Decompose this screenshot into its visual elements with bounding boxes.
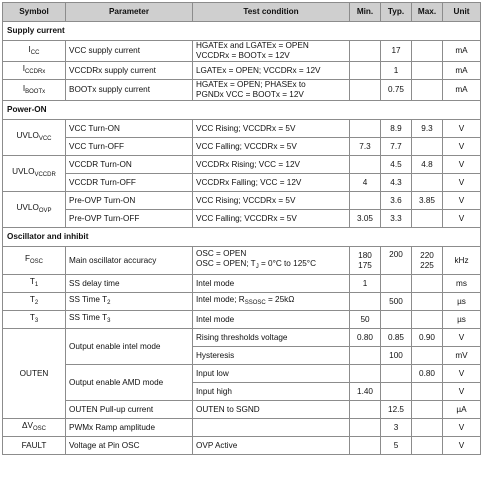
typ-cell: 3.3: [381, 210, 412, 228]
section-row-oscillator: [3, 228, 481, 247]
header-parameter: Parameter: [66, 3, 193, 22]
unit-cell: mV: [443, 347, 481, 365]
max-cell: [412, 210, 443, 228]
condition-cell: VCC Rising; VCCDRx = 5V: [193, 192, 350, 210]
min-cell: 4: [350, 174, 381, 192]
typ-cell: 100: [381, 347, 412, 365]
unit-cell: V: [443, 383, 481, 401]
max-cell: [412, 138, 443, 156]
condition-cell: VCC Rising; VCCDRx = 5V: [193, 120, 350, 138]
table-row: [3, 311, 481, 329]
unit-cell: V: [443, 192, 481, 210]
parameter-cell: OUTEN Pull-up current: [66, 401, 193, 419]
unit-cell: V: [443, 419, 481, 437]
symbol-cell: OUTEN: [3, 329, 66, 419]
min-cell: [350, 365, 381, 383]
max-cell: [412, 293, 443, 311]
unit-cell: ms: [443, 275, 481, 293]
parameter-cell: Voltage at Pin OSC: [66, 437, 193, 455]
max-cell: 0.90: [412, 329, 443, 347]
condition-cell: Intel mode; $R_{SSOSC} = 25k\Omega$: [193, 293, 350, 311]
unit-cell: kHz: [443, 247, 481, 275]
min-cell: [350, 437, 381, 455]
condition-cell: Input low: [193, 365, 350, 383]
max-cell: 0.80: [412, 365, 443, 383]
condition-cell: VCCDRx Rising; VCC = 12V: [193, 156, 350, 174]
table-row: [3, 329, 481, 347]
typ-cell: 200: [381, 247, 412, 275]
max-cell: 220 225: [412, 247, 443, 275]
unit-cell: V: [443, 156, 481, 174]
max-cell: [412, 311, 443, 329]
header-min: Min.: [350, 3, 381, 22]
parameter-cell: VCC Turn-OFF: [66, 138, 193, 156]
unit-cell: V: [443, 365, 481, 383]
table-row: [3, 41, 481, 62]
unit-cell: V: [443, 120, 481, 138]
section-title-power-on: Power-ON: [3, 101, 481, 120]
typ-cell: 7.7: [381, 138, 412, 156]
table-row: [3, 192, 481, 210]
parameter-cell: VCCDRx supply current: [66, 62, 193, 80]
condition-cell: OUTEN to SGND: [193, 401, 350, 419]
min-cell: 3.05: [350, 210, 381, 228]
typ-cell: [381, 365, 412, 383]
max-cell: [412, 80, 443, 101]
condition-cell: Hysteresis: [193, 347, 350, 365]
parameter-cell: VCCDR Turn-OFF: [66, 174, 193, 192]
table-row: [3, 365, 481, 383]
table-row: [3, 156, 481, 174]
parameter-cell: Output enable intel mode: [66, 329, 193, 365]
table-row: [3, 62, 481, 80]
typ-cell: 4.3: [381, 174, 412, 192]
symbol-cell: $\Delta V_{OSC}$: [3, 419, 66, 437]
max-cell: 4.8: [412, 156, 443, 174]
parameter-cell: SS delay time: [66, 275, 193, 293]
condition-cell: OSC = OPEN OSC = OPEN; $T_J = 0^\circ C$ to 125°C: [193, 247, 350, 275]
condition-cell: HGATEx and LGATEx = OPEN VCCDRx = BOOTx = 12V: [193, 41, 350, 62]
min-cell: [350, 192, 381, 210]
typ-cell: 0.85: [381, 329, 412, 347]
condition-cell: [193, 419, 350, 437]
condition-cell: Intel mode: [193, 275, 350, 293]
min-cell: [350, 120, 381, 138]
symbol-cell: $I_{CC}$: [3, 41, 66, 62]
min-cell: [350, 62, 381, 80]
max-cell: [412, 174, 443, 192]
unit-cell: V: [443, 437, 481, 455]
min-cell: 1: [350, 275, 381, 293]
min-cell: [350, 156, 381, 174]
table-row: [3, 210, 481, 228]
min-cell: [350, 41, 381, 62]
max-cell: 9.3: [412, 120, 443, 138]
typ-cell: 12.5: [381, 401, 412, 419]
section-title-oscillator: Oscillator and inhibit: [3, 228, 481, 247]
header-test-condition: Test condition: [193, 3, 350, 22]
symbol-cell: $T_1$: [3, 275, 66, 293]
table-row: [3, 138, 481, 156]
symbol-cell: FAULT: [3, 437, 66, 455]
min-cell: [350, 80, 381, 101]
table-row: [3, 275, 481, 293]
max-cell: [412, 41, 443, 62]
min-cell: [350, 401, 381, 419]
section-title-supply: Supply current: [3, 22, 481, 41]
unit-cell: V: [443, 174, 481, 192]
parameter-cell: VCC Turn-ON: [66, 120, 193, 138]
symbol-cell: $T_3$: [3, 311, 66, 329]
section-row-supply: [3, 22, 481, 41]
max-cell: [412, 275, 443, 293]
unit-cell: V: [443, 210, 481, 228]
table-row: [3, 174, 481, 192]
table-row: [3, 437, 481, 455]
symbol-cell: $F_{OSC}$: [3, 247, 66, 275]
typ-cell: [381, 311, 412, 329]
max-cell: [412, 419, 443, 437]
condition-cell: VCCDRx Falling; VCC = 12V: [193, 174, 350, 192]
parameter-cell: Main oscillator accuracy: [66, 247, 193, 275]
condition-cell: HGATEx = OPEN; PHASEx to PGNDx VCC = BOOTx = 12V: [193, 80, 350, 101]
max-cell: [412, 437, 443, 455]
condition-cell: Intel mode: [193, 311, 350, 329]
typ-cell: 500: [381, 293, 412, 311]
table-header-row: [3, 3, 481, 22]
table-row: [3, 247, 481, 275]
typ-cell: 8.9: [381, 120, 412, 138]
parameter-cell: VCC supply current: [66, 41, 193, 62]
unit-cell: V: [443, 138, 481, 156]
typ-cell: 17: [381, 41, 412, 62]
unit-cell: V: [443, 329, 481, 347]
table-row: [3, 80, 481, 101]
parameter-cell: Pre-OVP Turn-ON: [66, 192, 193, 210]
max-cell: [412, 383, 443, 401]
min-cell: [350, 347, 381, 365]
min-cell: 7.3: [350, 138, 381, 156]
unit-cell: µA: [443, 401, 481, 419]
unit-cell: µs: [443, 311, 481, 329]
typ-cell: 0.75: [381, 80, 412, 101]
min-cell: 50: [350, 311, 381, 329]
min-cell: 1.40: [350, 383, 381, 401]
min-cell: [350, 419, 381, 437]
unit-cell: µs: [443, 293, 481, 311]
parameter-cell: Pre-OVP Turn-OFF: [66, 210, 193, 228]
symbol-cell: $T_2$: [3, 293, 66, 311]
max-cell: [412, 401, 443, 419]
typ-cell: 3.6: [381, 192, 412, 210]
header-unit: Unit: [443, 3, 481, 22]
symbol-cell: $UVLO_{VCC}$: [3, 120, 66, 156]
condition-cell: Rising thresholds voltage: [193, 329, 350, 347]
parameter-cell: SS Time $T_2$: [66, 293, 193, 311]
section-row-power-on: [3, 101, 481, 120]
typ-cell: [381, 383, 412, 401]
parameter-cell: Output enable AMD mode: [66, 365, 193, 401]
typ-cell: 1: [381, 62, 412, 80]
condition-cell: Input high: [193, 383, 350, 401]
header-typ: Typ.: [381, 3, 412, 22]
typ-cell: 4.5: [381, 156, 412, 174]
condition-cell: VCC Falling; VCCDRx = 5V: [193, 138, 350, 156]
max-cell: 3.85: [412, 192, 443, 210]
parameter-cell: BOOTx supply current: [66, 80, 193, 101]
electrical-characteristics-table: [2, 2, 481, 455]
parameter-cell: SS Time $T_3$: [66, 311, 193, 329]
parameter-cell: VCCDR Turn-ON: [66, 156, 193, 174]
max-cell: [412, 347, 443, 365]
min-cell: 0.80: [350, 329, 381, 347]
table-row: [3, 419, 481, 437]
condition-cell: LGATEx = OPEN; VCCDRx = 12V: [193, 62, 350, 80]
min-cell: 180 175: [350, 247, 381, 275]
unit-cell: mA: [443, 80, 481, 101]
symbol-cell: $UVLO_{VCCDR}$: [3, 156, 66, 192]
table-row: [3, 293, 481, 311]
symbol-cell: $I_{CCDRx}$: [3, 62, 66, 80]
symbol-cell: $UVLO_{OVP}$: [3, 192, 66, 228]
table-row: [3, 120, 481, 138]
symbol-cell: $I_{BOOTx}$: [3, 80, 66, 101]
condition-cell: OVP Active: [193, 437, 350, 455]
min-cell: [350, 293, 381, 311]
condition-cell: VCC Falling; VCCDRx = 5V: [193, 210, 350, 228]
table-row: [3, 401, 481, 419]
unit-cell: mA: [443, 41, 481, 62]
parameter-cell: PWMx Ramp amplitude: [66, 419, 193, 437]
typ-cell: [381, 275, 412, 293]
typ-cell: 3: [381, 419, 412, 437]
header-max: Max.: [412, 3, 443, 22]
max-cell: [412, 62, 443, 80]
unit-cell: mA: [443, 62, 481, 80]
typ-cell: 5: [381, 437, 412, 455]
header-symbol: Symbol: [3, 3, 66, 22]
